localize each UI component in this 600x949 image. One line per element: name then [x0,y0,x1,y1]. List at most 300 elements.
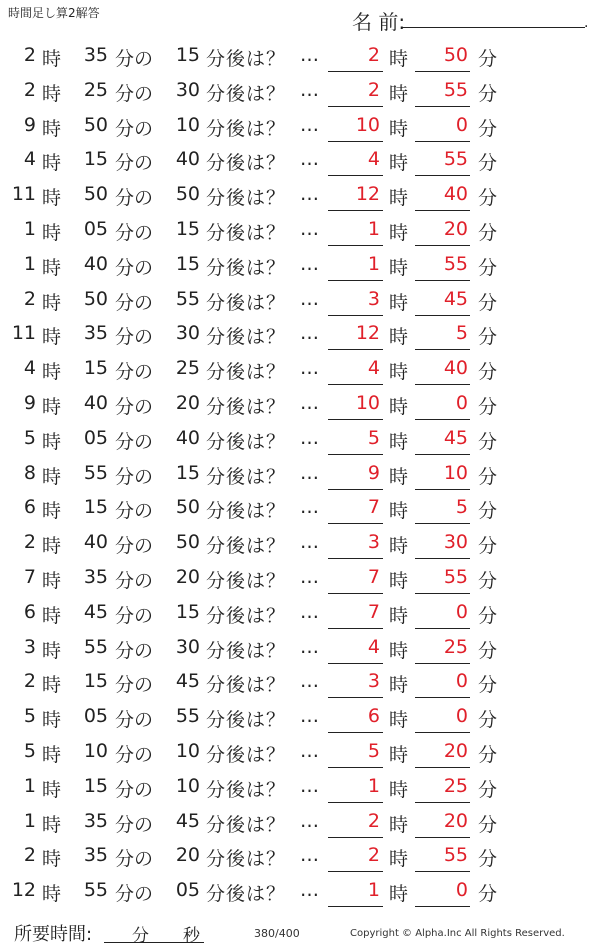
added-minutes: 50 [175,496,200,519]
added-minutes: 20 [175,391,200,414]
hour-label: 時 [42,743,62,766]
hour-label: 時 [42,430,62,453]
problem-list [0,39,600,909]
problem-row [0,839,600,874]
start-hour: 5 [23,705,36,728]
answer-hour-underline [328,419,383,420]
start-hour: 9 [23,391,36,414]
start-hour: 2 [23,531,36,554]
answer-minute-label: 分 [478,430,498,453]
answer-minute: 40 [443,183,468,206]
required-time-minute-unit: 分 [132,926,149,946]
copyright-text: Copyright © Alpha.Inc All Rights Reserved. [350,928,565,939]
minutes-of-label: 分の [115,778,154,801]
minutes-of-label: 分の [115,500,154,523]
start-minute: 35 [83,844,108,867]
ellipsis: … [300,391,319,414]
answer-minute: 55 [443,148,468,171]
answer-hour-label: 時 [389,361,409,384]
answer-minute: 50 [443,44,468,66]
answer-hour-label: 時 [389,256,409,279]
answer-hour-label: 時 [389,221,409,244]
answer-minute: 5 [455,322,468,345]
start-minute: 40 [83,252,108,275]
start-minute: 40 [83,531,108,554]
hour-label: 時 [42,187,62,210]
answer-hour-underline [328,767,383,768]
answer-minute-label: 分 [478,500,498,523]
answer-minute-underline [415,141,470,142]
added-minutes: 20 [175,565,200,588]
start-hour: 2 [23,670,36,693]
added-minutes: 30 [175,78,200,101]
minutes-of-label: 分の [115,569,154,592]
answer-minute-label: 分 [478,82,498,105]
minutes-of-label: 分の [115,82,154,105]
problem-row [0,700,600,735]
question-label: 分後は？ [206,117,287,140]
required-time-second-unit: 秒 [183,926,200,946]
answer-minute-underline [415,593,470,594]
answer-minute-label: 分 [478,674,498,697]
added-minutes: 05 [175,879,200,902]
answer-hour-label: 時 [389,465,409,488]
answer-minute-label: 分 [478,326,498,349]
problem-row [0,283,600,318]
added-minutes: 15 [175,461,200,484]
start-minute: 25 [83,78,108,101]
answer-hour-underline [328,697,383,698]
start-minute: 55 [83,879,108,902]
hour-label: 時 [42,813,62,836]
name-label: 名 前: [352,10,406,34]
answer-hour: 7 [367,565,380,588]
answer-minute: 10 [443,461,468,484]
question-label: 分後は？ [206,256,287,279]
hour-label: 時 [42,256,62,279]
start-hour: 5 [23,739,36,762]
hour-label: 時 [42,535,62,558]
start-minute: 10 [83,739,108,762]
answer-minute-underline [415,106,470,107]
answer-minute-label: 分 [478,117,498,140]
answer-minute-label: 分 [478,291,498,314]
answer-hour-underline [328,663,383,664]
question-label: 分後は？ [206,221,287,244]
required-time-label: 所要時間: [14,924,93,945]
answer-minute-label: 分 [478,569,498,592]
answer-hour-underline [328,71,383,72]
minutes-of-label: 分の [115,743,154,766]
problem-row [0,596,600,631]
answer-minute-underline [415,210,470,211]
added-minutes: 15 [175,252,200,275]
hour-label: 時 [42,82,62,105]
answer-hour-label: 時 [389,569,409,592]
answer-minute-underline [415,697,470,698]
start-hour: 7 [23,565,36,588]
answer-minute-label: 分 [478,709,498,732]
problem-row [0,457,600,492]
answer-hour-underline [328,871,383,872]
answer-minute-label: 分 [478,152,498,175]
answer-minute-underline [415,419,470,420]
answer-minute-underline [415,489,470,490]
problem-row [0,491,600,526]
hour-label: 時 [42,395,62,418]
answer-hour-underline [328,802,383,803]
start-minute: 35 [83,322,108,345]
problem-row [0,387,600,422]
answer-hour-label: 時 [389,430,409,453]
answer-minute: 25 [443,774,468,797]
minutes-of-label: 分の [115,813,154,836]
worksheet-title: 時間足し算2解答 [8,6,100,20]
question-label: 分後は？ [206,361,287,384]
ellipsis: … [300,148,319,171]
start-hour: 2 [23,78,36,101]
footer [0,918,600,946]
answer-hour: 6 [367,705,380,728]
start-minute: 50 [83,183,108,206]
hour-label: 時 [42,500,62,523]
hour-label: 時 [42,674,62,697]
answer-minute: 0 [455,113,468,136]
answer-hour-label: 時 [389,152,409,175]
start-minute: 15 [83,774,108,797]
question-label: 分後は？ [206,152,287,175]
answer-minute: 20 [443,739,468,762]
added-minutes: 10 [175,113,200,136]
start-hour: 6 [23,600,36,623]
answer-hour-underline [328,141,383,142]
hour-label: 時 [42,604,62,627]
minutes-of-label: 分の [115,883,154,906]
page-number: 380/400 [254,927,300,940]
answer-hour-label: 時 [389,291,409,314]
ellipsis: … [300,78,319,101]
start-minute: 35 [83,44,108,66]
ellipsis: … [300,809,319,832]
minutes-of-label: 分の [115,674,154,697]
added-minutes: 45 [175,809,200,832]
hour-label: 時 [42,291,62,314]
added-minutes: 40 [175,426,200,449]
minutes-of-label: 分の [115,709,154,732]
question-label: 分後は？ [206,883,287,906]
problem-row [0,248,600,283]
start-hour: 1 [23,217,36,240]
answer-hour-underline [328,315,383,316]
answer-minute-label: 分 [478,256,498,279]
answer-hour-underline [328,558,383,559]
answer-hour-label: 時 [389,883,409,906]
ellipsis: … [300,774,319,797]
answer-minute-label: 分 [478,221,498,244]
ellipsis: … [300,670,319,693]
minutes-of-label: 分の [115,604,154,627]
start-hour: 8 [23,461,36,484]
ellipsis: … [300,426,319,449]
answer-minute-underline [415,663,470,664]
ellipsis: … [300,357,319,380]
answer-hour-underline [328,245,383,246]
answer-minute-underline [415,454,470,455]
answer-hour: 5 [367,426,380,449]
question-label: 分後は？ [206,639,287,662]
hour-label: 時 [42,848,62,871]
answer-hour-label: 時 [389,674,409,697]
start-minute: 50 [83,287,108,310]
hour-label: 時 [42,778,62,801]
answer-minute: 0 [455,391,468,414]
ellipsis: … [300,113,319,136]
start-minute: 05 [83,705,108,728]
question-label: 分後は？ [206,604,287,627]
start-minute: 15 [83,148,108,171]
answer-minute-label: 分 [478,187,498,210]
answer-hour-label: 時 [389,848,409,871]
ellipsis: … [300,705,319,728]
answer-minute-underline [415,732,470,733]
answer-minute-underline [415,558,470,559]
start-hour: 9 [23,113,36,136]
question-label: 分後は？ [206,743,287,766]
answer-minute: 30 [443,531,468,554]
answer-hour-label: 時 [389,48,409,70]
added-minutes: 15 [175,44,200,66]
answer-hour: 2 [367,809,380,832]
answer-minute-label: 分 [478,848,498,871]
answer-hour: 5 [367,739,380,762]
added-minutes: 15 [175,217,200,240]
answer-minute-label: 分 [478,535,498,558]
answer-minute: 20 [443,217,468,240]
name-line-end-dot: . [584,15,589,31]
problem-row [0,561,600,596]
start-hour: 2 [23,44,36,66]
answer-minute-label: 分 [478,465,498,488]
answer-hour: 12 [355,183,380,206]
answer-minute-label: 分 [478,361,498,384]
added-minutes: 30 [175,322,200,345]
added-minutes: 40 [175,148,200,171]
answer-minute: 40 [443,357,468,380]
answer-minute-label: 分 [478,639,498,662]
answer-minute: 55 [443,252,468,275]
answer-hour-underline [328,210,383,211]
answer-minute-underline [415,871,470,872]
answer-hour-label: 時 [389,117,409,140]
answer-hour-underline [328,523,383,524]
hour-label: 時 [42,117,62,140]
question-label: 分後は？ [206,709,287,732]
question-label: 分後は？ [206,187,287,210]
answer-hour: 9 [367,461,380,484]
question-label: 分後は？ [206,569,287,592]
answer-hour-underline [328,489,383,490]
problem-row [0,213,600,248]
answer-minute-label: 分 [478,604,498,627]
answer-hour-label: 時 [389,743,409,766]
minutes-of-label: 分の [115,535,154,558]
ellipsis: … [300,322,319,345]
answer-minute: 0 [455,600,468,623]
answer-hour: 10 [355,113,380,136]
answer-hour: 1 [367,774,380,797]
question-label: 分後は？ [206,535,287,558]
answer-minute-label: 分 [478,778,498,801]
answer-minute-label: 分 [478,743,498,766]
problem-row [0,39,600,74]
question-label: 分後は？ [206,778,287,801]
question-label: 分後は？ [206,465,287,488]
answer-hour-label: 時 [389,326,409,349]
answer-minute-underline [415,906,470,907]
problem-row [0,526,600,561]
ellipsis: … [300,635,319,658]
start-minute: 35 [83,565,108,588]
added-minutes: 10 [175,739,200,762]
start-minute: 15 [83,496,108,519]
answer-minute: 45 [443,287,468,310]
question-label: 分後は？ [206,82,287,105]
answer-hour-label: 時 [389,187,409,210]
minutes-of-label: 分の [115,117,154,140]
ellipsis: … [300,44,319,66]
answer-hour-label: 時 [389,604,409,627]
problem-row [0,352,600,387]
answer-hour-label: 時 [389,639,409,662]
start-hour: 1 [23,809,36,832]
answer-hour-label: 時 [389,395,409,418]
problem-row [0,109,600,144]
minutes-of-label: 分の [115,48,154,70]
problem-row [0,735,600,770]
answer-minute: 25 [443,635,468,658]
minutes-of-label: 分の [115,395,154,418]
start-minute: 15 [83,357,108,380]
hour-label: 時 [42,221,62,244]
answer-minute: 55 [443,844,468,867]
hour-label: 時 [42,639,62,662]
minutes-of-label: 分の [115,221,154,244]
answer-minute-underline [415,175,470,176]
answer-hour-underline [328,732,383,733]
answer-minute-underline [415,349,470,350]
answer-minute: 0 [455,670,468,693]
hour-label: 時 [42,569,62,592]
start-minute: 55 [83,461,108,484]
minutes-of-label: 分の [115,361,154,384]
ellipsis: … [300,565,319,588]
answer-hour-underline [328,175,383,176]
added-minutes: 25 [175,357,200,380]
start-hour: 11 [11,322,36,345]
answer-hour-label: 時 [389,813,409,836]
question-label: 分後は？ [206,291,287,314]
answer-minute-underline [415,315,470,316]
ellipsis: … [300,600,319,623]
added-minutes: 15 [175,600,200,623]
question-label: 分後は？ [206,848,287,871]
problem-row [0,805,600,840]
answer-hour-label: 時 [389,535,409,558]
start-hour: 2 [23,287,36,310]
answer-minute-underline [415,384,470,385]
start-minute: 05 [83,217,108,240]
start-hour: 1 [23,252,36,275]
answer-hour-underline [328,593,383,594]
minutes-of-label: 分の [115,848,154,871]
name-field[interactable] [402,27,585,28]
problem-row [0,665,600,700]
start-minute: 50 [83,113,108,136]
minutes-of-label: 分の [115,430,154,453]
answer-hour: 10 [355,391,380,414]
added-minutes: 50 [175,183,200,206]
question-label: 分後は？ [206,674,287,697]
problem-row [0,874,600,909]
answer-minute-label: 分 [478,883,498,906]
start-minute: 35 [83,809,108,832]
start-hour: 11 [11,183,36,206]
hour-label: 時 [42,883,62,906]
problem-row [0,74,600,109]
answer-minute-label: 分 [478,48,498,70]
minutes-of-label: 分の [115,291,154,314]
ellipsis: … [300,531,319,554]
minutes-of-label: 分の [115,152,154,175]
question-label: 分後は？ [206,813,287,836]
minutes-of-label: 分の [115,639,154,662]
start-minute: 05 [83,426,108,449]
minutes-of-label: 分の [115,465,154,488]
answer-minute: 45 [443,426,468,449]
answer-minute: 0 [455,705,468,728]
start-hour: 6 [23,496,36,519]
problem-row [0,770,600,805]
answer-hour-underline [328,628,383,629]
answer-minute: 55 [443,78,468,101]
start-hour: 5 [23,426,36,449]
ellipsis: … [300,252,319,275]
question-label: 分後は？ [206,430,287,453]
start-minute: 40 [83,391,108,414]
answer-hour: 1 [367,879,380,902]
answer-minute-underline [415,837,470,838]
answer-hour: 3 [367,531,380,554]
question-label: 分後は？ [206,326,287,349]
start-minute: 55 [83,635,108,658]
ellipsis: … [300,844,319,867]
answer-hour-underline [328,454,383,455]
answer-hour: 4 [367,635,380,658]
answer-minute-underline [415,280,470,281]
hour-label: 時 [42,326,62,349]
answer-minute-label: 分 [478,813,498,836]
minutes-of-label: 分の [115,256,154,279]
added-minutes: 55 [175,287,200,310]
ellipsis: … [300,496,319,519]
answer-hour-underline [328,384,383,385]
question-label: 分後は？ [206,500,287,523]
answer-minute: 55 [443,565,468,588]
answer-hour-underline [328,280,383,281]
problem-row [0,143,600,178]
ellipsis: … [300,287,319,310]
question-label: 分後は？ [206,395,287,418]
